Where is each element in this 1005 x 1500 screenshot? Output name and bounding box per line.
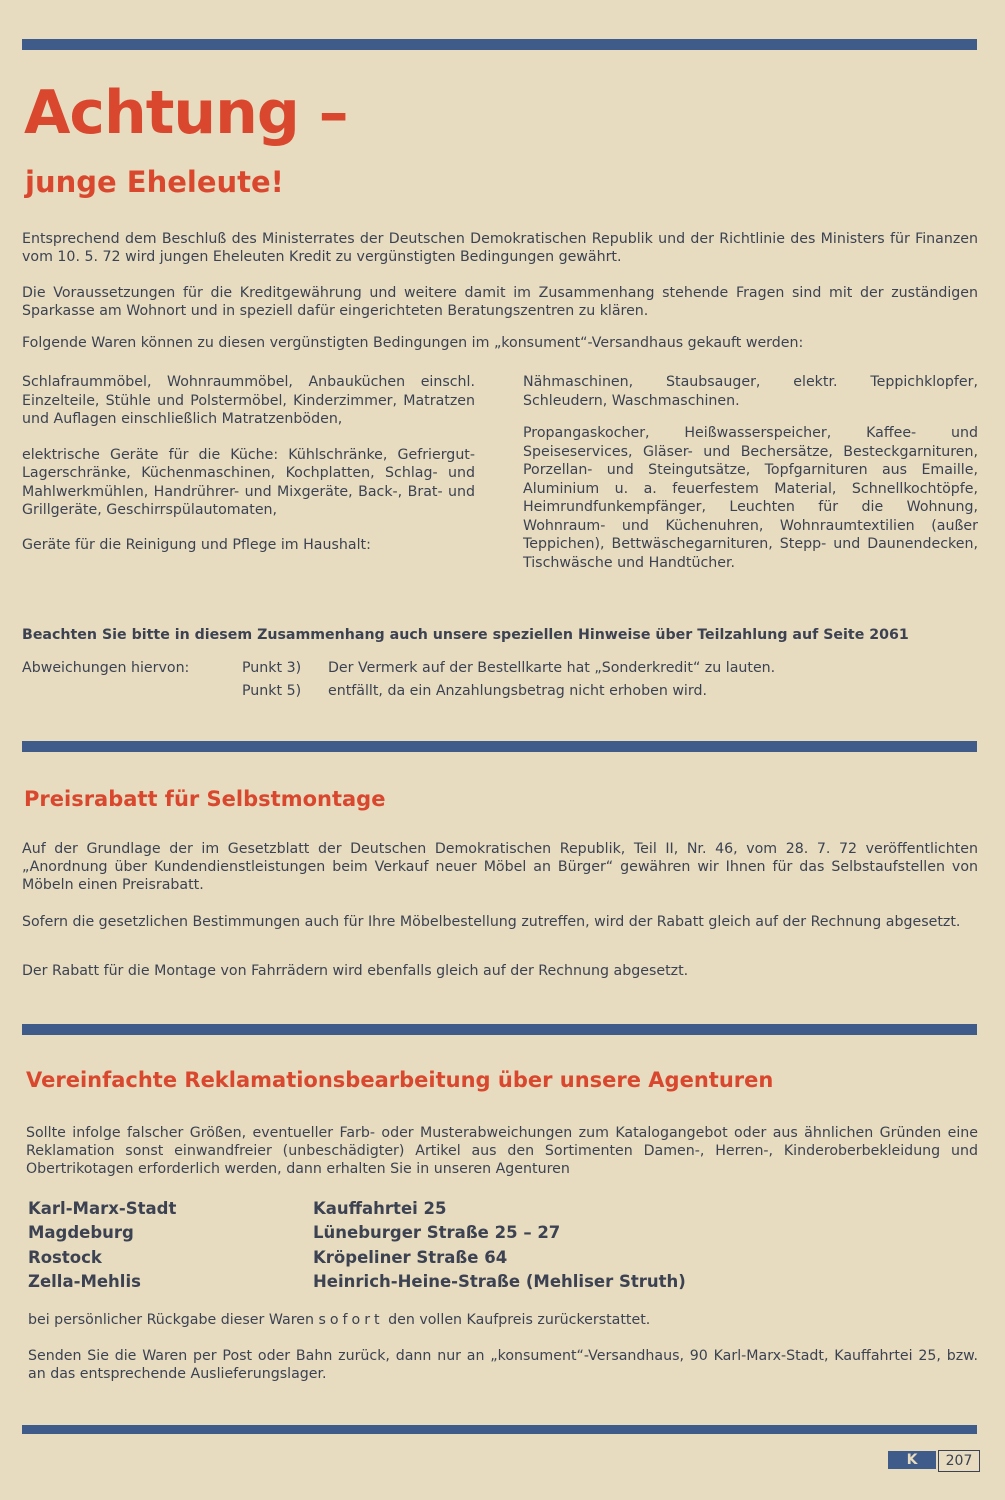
agency-row: [28, 1270, 728, 1295]
main-subtitle: junge Eheleute!: [25, 165, 284, 199]
divider-section3: [22, 1024, 977, 1035]
goods-intro-paragraph: Folgende Waren können zu diesen vergünstigten Bedingungen im „konsument“-Versandhaus gekauft werden:: [22, 335, 804, 351]
agency-city: Zella-Mehlis: [28, 1272, 141, 1292]
refund-text-pre: bei persönlicher Rückgabe dieser Waren: [28, 1312, 314, 1328]
prerequisites-paragraph: Die Voraussetzungen für die Kreditgewährung und weitere damit im Zusammenhang stehende Fragen sind mit der zuständigen Sparkasse am Wohnort und in speziell dafür eingerichteten Beratungszentren zu klären.: [22, 285, 978, 319]
divider-section2: [22, 741, 977, 752]
installment-note: Beachten Sie bitte in diesem Zusammenhang auch unsere speziellen Hinweise über Teilzahlung auf Seite 2061: [22, 627, 909, 643]
complaints-paragraph-3: Senden Sie die Waren per Post oder Bahn zurück, dann nur an „konsument“-Versandhaus, 90 Karl-Marx-Stadt, Kauffahrtei 25, bzw. an das entsprechende Auslieferungslager.: [28, 1348, 978, 1382]
refund-text-spaced: sofort: [318, 1312, 384, 1328]
agency-city: Karl-Marx-Stadt: [28, 1198, 177, 1218]
intro-paragraph: Entsprechend dem Beschluß des Ministerrates der Deutschen Demokratischen Republik und der Richtlinie des Ministers für Finanzen vom 10. 5. 72 wird jungen Eheleuten Kredit zu vergünstigten Bedingungen gewährt.: [22, 231, 978, 265]
self-assembly-paragraph-3: Der Rabatt für die Montage von Fahrrädern wird ebenfalls gleich auf der Rechnung abgesetzt.: [22, 963, 689, 979]
agency-list: [28, 1196, 728, 1294]
konsument-logo: K: [888, 1451, 936, 1469]
goods-right-column: [523, 373, 978, 572]
agency-address: Kauffahrtei 25: [313, 1198, 447, 1218]
self-assembly-paragraph-2: Sofern die gesetzlichen Bestimmungen auch für Ihre Möbelbestellung zutreffen, wird der Rabatt gleich auf der Rechnung abgesetzt.: [22, 914, 961, 930]
agency-city: Rostock: [28, 1247, 102, 1267]
main-title: Achtung –: [24, 78, 348, 148]
deviation-text-5: entfällt, da ein Anzahlungsbetrag nicht erhoben wird.: [328, 683, 707, 699]
goods-kitchen-appliances-text: elektrische Geräte für die Küche: Kühlschränke, Gefriergut-Lagerschränke, Küchenmaschinen, Kochplatten, Schlag- und Mahlwerkmühlen, Handrührer- und Mixgeräte, Back-, Brat- und Grillgeräte, Geschirrspülautomaten,: [22, 446, 475, 518]
agency-row: [28, 1245, 728, 1270]
section-title-complaints: Vereinfachte Reklamationsbearbeitung über unsere Agenturen: [26, 1068, 774, 1092]
refund-text-post: den vollen Kaufpreis zurückerstattet.: [388, 1312, 651, 1328]
deviation-text-3: Der Vermerk auf der Bestellkarte hat „Sonderkredit“ zu lauten.: [328, 660, 776, 676]
agency-address: Lüneburger Straße 25 – 27: [313, 1223, 561, 1243]
goods-household-items-text: Propangaskocher, Heißwasserspeicher, Kaffee- und Speiseservices, Gläser- und Bechersätze, Besteckgarnituren, Porzellan- und Steingutsätze, Topfgarnituren aus Emaille, Aluminium u. a. feuerfestem Material, Schnellkochtöpfe, Heimrundfunkempfänger, Leuchten für die Wohnung, Wohnraum- und Küchenuhren, Wohnraumtextilien (außer Teppichen), Bettwäschegarnituren, Stepp- und Daunendecken, Tischwäsche und Handtücher.: [523, 425, 978, 571]
agency-row: [28, 1221, 728, 1246]
deviation-point-5: Punkt 5): [242, 683, 302, 699]
goods-household-appliances-text: Nähmaschinen, Staubsauger, elektr. Teppichklopfer, Schleudern, Waschmaschinen.: [523, 374, 978, 409]
goods-left-column: [22, 373, 475, 554]
complaints-paragraph-1: Sollte infolge falscher Größen, eventueller Farb- oder Musterabweichungen zum Katalogangebot oder aus ähnlichen Gründen eine Reklamation sonst einwandfreier (unbeschädigter) Artikel aus den Sortimenten Damen-, Herren-, Kinderoberbekleidung und Obertrikotagen erforderlich werden, dann erhalten Sie in unseren Agenturen: [26, 1125, 978, 1177]
agency-row: [28, 1196, 728, 1221]
agency-address: Heinrich-Heine-Straße (Mehliser Struth): [313, 1272, 686, 1292]
deviations-label: Abweichungen hiervon:: [22, 660, 190, 676]
page-number: 207: [938, 1450, 980, 1472]
divider-top: [22, 39, 977, 50]
goods-furniture-text: Schlafraummöbel, Wohnraummöbel, Anbauküchen einschl. Einzelteile, Stühle und Polstermöbel, Kinderzimmer, Matratzen und Auflagen einschließlich Matratzenböden,: [22, 374, 475, 427]
self-assembly-paragraph-1: Auf der Grundlage der im Gesetzblatt der Deutschen Demokratischen Republik, Teil II, Nr. 46, vom 28. 7. 72 veröffentlichten „Anordnung über Kundendienstleistungen beim Verkauf neuer Möbel an Bürger“ gewähren wir Ihnen für das Selbstaufstellen von Möbeln einen Preisrabatt.: [22, 841, 978, 893]
agency-city: Magdeburg: [28, 1223, 134, 1243]
goods-cleaning-text: Geräte für die Reinigung und Pflege im Haushalt:: [22, 536, 371, 553]
section-title-self-assembly: Preisrabatt für Selbstmontage: [24, 787, 386, 811]
agency-address: Kröpeliner Straße 64: [313, 1247, 508, 1267]
complaints-paragraph-2: [28, 1311, 978, 1329]
deviation-point-3: Punkt 3): [242, 660, 302, 676]
divider-bottom: [22, 1425, 977, 1434]
